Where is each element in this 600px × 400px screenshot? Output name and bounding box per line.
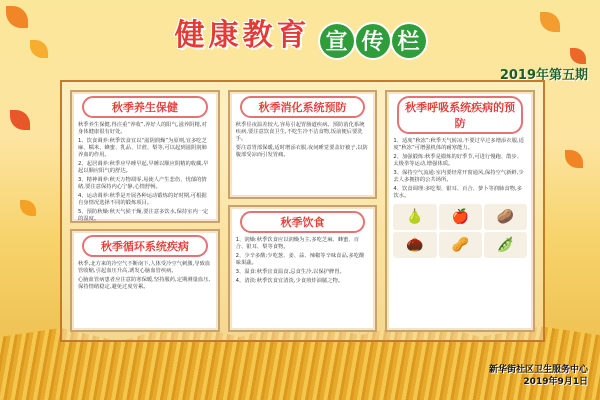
title-badges: [320, 24, 426, 58]
paragraph: 1、润燥:秋季饮食应以润燥为主,多吃芝麻、蜂蜜、百合、银耳、梨等食物。: [235, 236, 360, 250]
maple-leaf-icon: [20, 200, 36, 216]
title-badge: 栏: [392, 24, 426, 58]
card-title: 秋季循环系统疾病: [82, 235, 208, 257]
card-title: 秋季呼吸系统疾病的预防: [397, 96, 523, 134]
maple-leaf-icon: [10, 110, 30, 130]
food-icon: 🥜: [439, 232, 482, 258]
paragraph: 要注意胃部保暖,适时增添衣服,夜间睡觉要盖好被子,以防腹部受凉而引发胃痛。: [235, 145, 368, 158]
content-board: [60, 80, 545, 342]
poster-title: [0, 10, 600, 58]
card-body: [393, 138, 527, 200]
food-icon: 🌰: [393, 232, 436, 258]
card-title: 秋季养生保健: [82, 96, 208, 118]
card-body: [78, 122, 212, 223]
paragraph: 2、加强锻炼:秋季是锻炼的好季节,可进行慢跑、散步、太极拳等运动,增强体质。: [393, 154, 523, 167]
maple-leaf-icon: [565, 150, 583, 168]
paragraph: 2、起居调养:秋季应早睡早起,早睡以顺应阴精的收藏,早起以顺应阳气的舒达。: [78, 161, 209, 174]
paragraph: 秋季昼夜温差较大,容易引起胃肠道疾病。预防消化系统疾病,要注意饮食卫生,不吃生冷不洁食物,饭前便后要洗手。: [235, 122, 365, 142]
card-circulatory: [70, 229, 220, 332]
card-digestive: [228, 90, 378, 199]
paragraph: 5、预防秋燥:秋天气候干燥,要注意多饮水,保持室内一定的湿度。: [78, 209, 209, 222]
title-badge: 传: [356, 24, 390, 58]
paragraph: 3、保持空气流通:室内要经常开窗通风,保持空气新鲜,少去人多拥挤的公共场所。: [393, 170, 524, 183]
issue-label: 2019年第五期: [499, 68, 588, 83]
column-right: [385, 90, 535, 332]
card-respiratory: [385, 90, 535, 332]
food-icon: 🍎: [439, 204, 482, 230]
card-body: [236, 237, 370, 285]
paragraph: 4、饮食调理:多吃梨、银耳、百合、萝卜等润肺食物,多饮水。: [393, 186, 523, 199]
paragraph: 3、温食:秋季宜食温食,忌食生冷,以保护脾胃。: [235, 268, 345, 275]
food-icon: 🥔: [484, 204, 527, 230]
food-icon: 🫛: [484, 232, 527, 258]
publish-date: 2019年9月1日: [523, 377, 588, 387]
food-photos: [393, 204, 527, 258]
paragraph: 4、运动调养:秋季是开展各种运动锻炼的好时期,可根据自身情况选择不同的锻炼项目。: [78, 193, 207, 206]
paragraph: 4、清淡:秋季饮食宜清淡,少食煎炸油腻之物。: [235, 277, 344, 284]
poster-footer: [489, 364, 588, 388]
title-text: 健康教育: [174, 18, 311, 53]
paragraph: 秋季,北方来的冷空气不断南下,人体受冷空气刺激,导致血管收缩,引起血压升高,诱发心脑血管疾病。: [78, 261, 211, 275]
card-body: [236, 122, 370, 159]
card-title: 秋季消化系统预防: [240, 96, 366, 118]
paragraph: 秋季养生保健,得注重“养收”,养好人的阳气,滋养阴精,对身体健康很有好处。: [78, 122, 207, 135]
column-middle: [228, 90, 378, 332]
paragraph: 1、适度“秋冻”:秋季天气转凉,不要过早过多增添衣服,适度“秋冻”可增强机体的耐寒能力。: [393, 138, 524, 151]
card-title: 秋季饮食: [240, 211, 366, 233]
card-autumn-diet: [228, 205, 378, 332]
card-body: [78, 261, 212, 291]
column-left: [70, 90, 220, 332]
title-badge: 宣: [320, 24, 354, 58]
food-icon: 🍐: [393, 204, 436, 230]
paragraph: 心脑血管病患者应注意防寒保暖,坚持服药,定期测量血压,保持情绪稳定,避免过度劳累。: [78, 277, 211, 291]
paragraph: 3、精神调养:秋天万物凋零,易使人产生悲伤、忧郁的情绪,要注意保持内心宁静,心情舒畅。: [78, 177, 207, 190]
card-autumn-health: [70, 90, 220, 223]
paragraph: 2、少辛多酸:少吃葱、姜、蒜、辣椒等辛味食品,多吃酸味果蔬。: [235, 252, 365, 266]
paragraph: 1、饮食调养:秋季饮食宜以“滋阴润燥”为原则,宜多吃芝麻、糯米、蜂蜜、乳品、甘蔗、梨等,可以起到滋阴润肺养血的作用。: [78, 138, 207, 158]
organization-name: 新华街社区卫生服务中心: [488, 365, 588, 375]
